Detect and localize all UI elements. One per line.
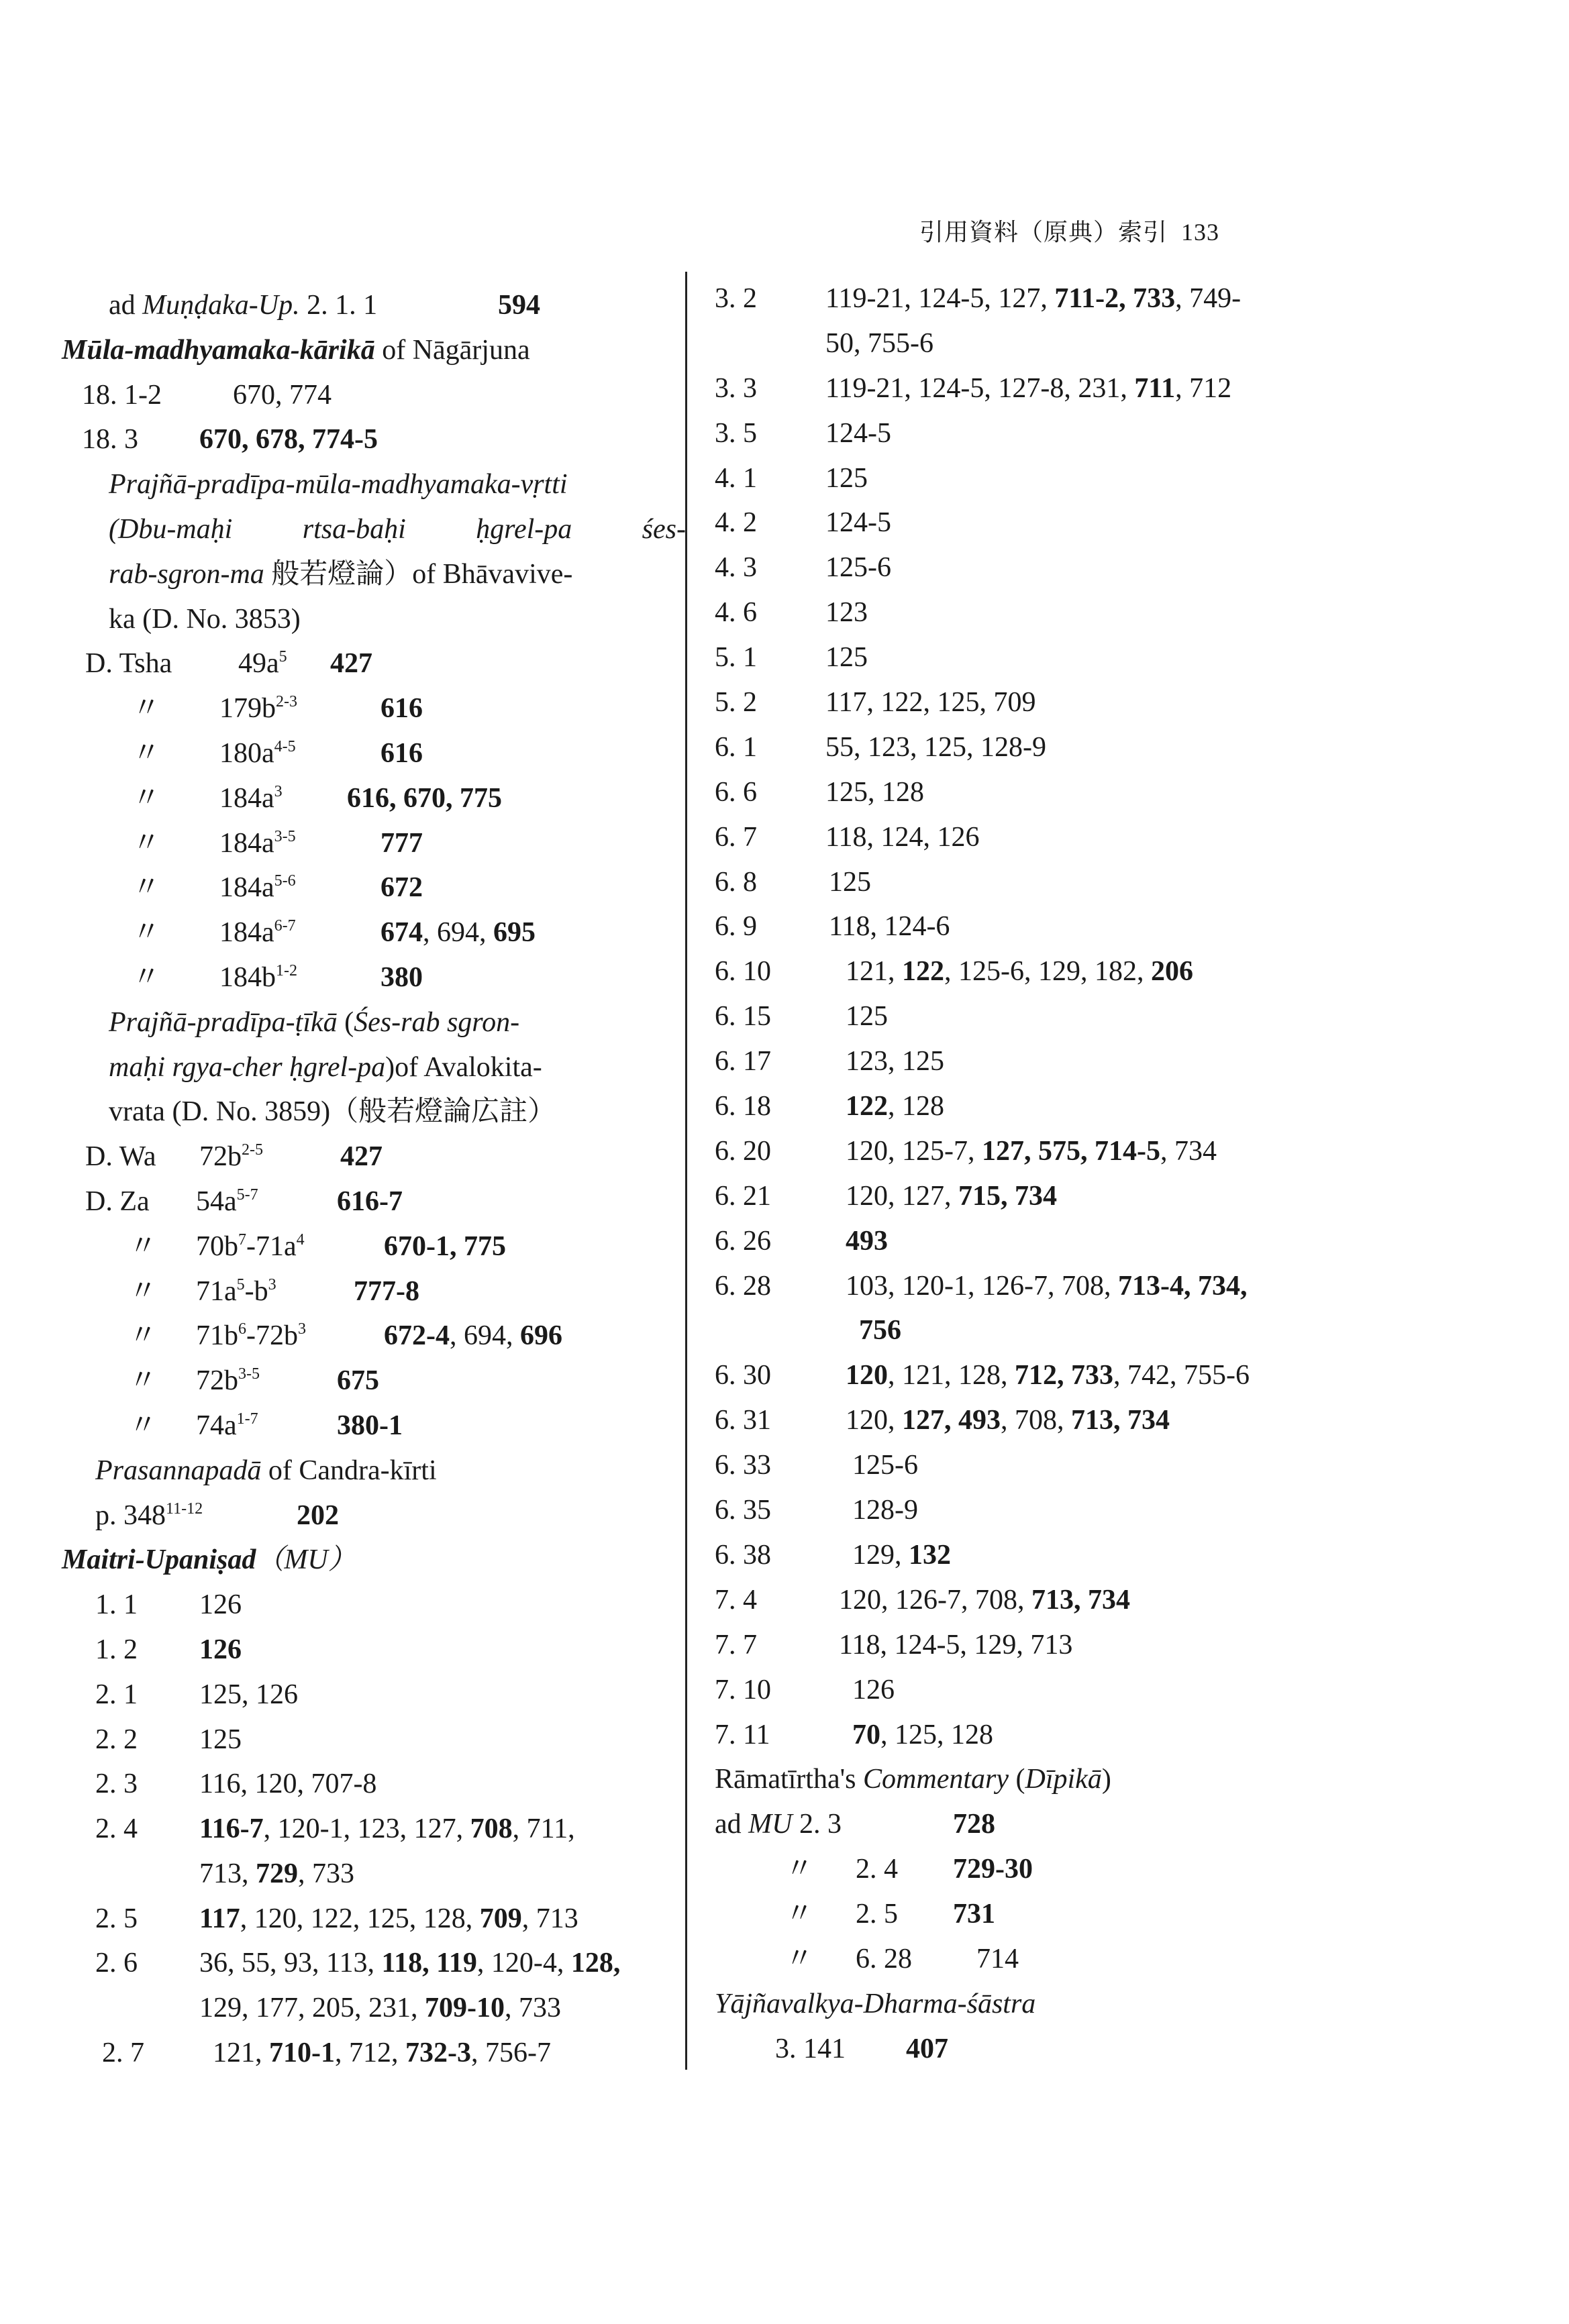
ditto-mark: 〃: [132, 782, 161, 814]
index-line: 2. 6 36, 55, 93, 113, 118, 119, 120-4, 128,: [95, 1948, 621, 1979]
ditto-mark: 〃: [132, 827, 161, 859]
ditto-mark: 〃: [132, 693, 161, 725]
index-line: 4. 2 124-5: [715, 507, 891, 539]
index-line: 7. 11 70, 125, 128: [715, 1719, 993, 1750]
page-number: 133: [1181, 219, 1220, 246]
ditto-mark: 〃: [129, 1230, 158, 1262]
index-line: 5. 1 125: [715, 642, 868, 674]
index-line: p. 348$^{11-12}$ 202: [95, 1499, 339, 1531]
index-line: 2. 5 117, 120, 122, 125, 128, 709, 713: [95, 1903, 578, 1934]
index-line: 7. 7 118, 124-5, 129, 713: [715, 1629, 1073, 1660]
ditto-mark: 〃: [132, 872, 161, 904]
index-line: 2. 4 116-7, 120-1, 123, 127, 708, 711,: [95, 1813, 575, 1845]
ditto-mark: 〃: [129, 1410, 158, 1441]
index-line: 5. 2 117, 122, 125, 709: [715, 687, 1036, 719]
index-line: 2. 3 116, 120, 707-8: [95, 1768, 377, 1800]
index-line: Maitri-Upaniṣad（MU）: [62, 1544, 356, 1576]
index-line: 6. 33 125-6: [715, 1450, 918, 1481]
index-line: 〃 $184b^{1-2}$ 380: [62, 955, 686, 1000]
header-title: 引用資料（原典）索引: [919, 219, 1168, 246]
index-line: 1. 2 126: [95, 1634, 242, 1665]
index-line: maḥi rgya-cher ḥgrel-pa)of Avalokita-: [109, 1051, 542, 1083]
index-line: 6. 26 493: [715, 1225, 888, 1257]
index-line: 6. 17 123, 125: [715, 1046, 944, 1077]
index-line: 6. 6 125, 128: [715, 776, 924, 808]
index-line: 7. 4 120, 126-7, 708, 713, 734: [715, 1584, 1130, 1616]
ditto-mark: 〃: [132, 917, 161, 949]
index-line: 4. 1 125: [715, 462, 868, 494]
left-column: [62, 283, 686, 2076]
index-line: 756: [859, 1315, 901, 1346]
index-line: Rāmatīrtha's Commentary (Dīpikā): [715, 1764, 1111, 1795]
index-line: 6. 18 122, 128: [715, 1091, 944, 1122]
index-line: 6. 31 120, 127, 493, 708, 713, 734: [715, 1405, 1170, 1436]
index-line: 2. 1 125, 126: [95, 1679, 298, 1710]
index-line: D. Tsha $49a^5$ 427: [85, 648, 372, 680]
index-line: 6. 1 55, 123, 125, 128-9: [715, 731, 1046, 763]
entry-title: Mūla-madhyamaka-kārikā: [62, 334, 375, 366]
index-line: [708, 1982, 1527, 2027]
right-column: [708, 276, 1527, 2072]
index-line: 〃 $184a^{6-7}$ 674, 694, 695: [62, 910, 686, 955]
ditto-mark: 〃: [785, 1943, 814, 1974]
index-line: 6. 35 128-9: [715, 1495, 918, 1526]
index-line: 3. 141 407: [775, 2033, 948, 2064]
ditto-mark: 〃: [132, 737, 161, 769]
index-line: 3. 3 119-21, 124-5, 127-8, 231, 711, 712: [715, 372, 1232, 404]
index-line: 〃 $184a^{3-5}$ 777: [62, 821, 686, 866]
index-line: 713, 729, 733: [199, 1858, 354, 1889]
index-line: 6. 21 120, 127, 715, 734: [715, 1180, 1057, 1212]
index-line: 〃 $70b^7-71a^4$ 670-1, 775: [62, 1224, 686, 1269]
ditto-mark: 〃: [785, 1899, 814, 1930]
index-line: 1. 1 126: [95, 1589, 242, 1621]
index-line: 3. 5 124-5: [715, 417, 891, 449]
running-header: [919, 213, 1322, 247]
index-line: 〃 $71a^5-b^3$ 777-8: [62, 1269, 686, 1314]
index-line: 2. 7 121, 710-1, 712, 732-3, 756-7: [102, 2038, 551, 2069]
index-line: 6. 20 120, 125-7, 127, 575, 714-5, 734: [715, 1135, 1217, 1167]
index-line: 〃 2. 5 731: [708, 1892, 1527, 1937]
index-line: 4. 3 125-6: [715, 552, 891, 584]
ditto-mark: 〃: [132, 961, 161, 993]
index-line: 18. 3 670, 678, 774-5: [82, 424, 378, 456]
index-line: Prajñā-pradīpa-mūla-madhyamaka-vṛtti: [109, 469, 568, 500]
index-line: 6. 15 125: [715, 1001, 888, 1033]
index-line: D. Za $54a^{5-7}$ 616-7: [85, 1185, 403, 1217]
index-line: 4. 6 123: [715, 597, 868, 629]
index-line: 〃 $184a^3$ 616, 670, 775: [62, 776, 686, 821]
index-line: 18. 1-2 670, 774: [82, 379, 332, 411]
index-line: 〃 $184a^{5-6}$ 672: [62, 865, 686, 910]
index-line: 6. 9 118, 124-6: [715, 911, 950, 943]
index-line: 〃 6. 28 714: [708, 1937, 1527, 1982]
index-line: ka (D. No. 3853): [109, 603, 301, 635]
index-line: 6. 28 103, 120-1, 126-7, 708, 713-4, 734,: [715, 1270, 1248, 1302]
index-line: 〃 $71b^6-72b^3$ 672-4, 694, 696: [62, 1314, 686, 1359]
entry-title: Maitri-Upaniṣad: [62, 1544, 256, 1576]
index-line: 6. 30 120, 121, 128, 712, 733, 742, 755-6: [715, 1360, 1250, 1391]
index-line: vrata (D. No. 3859)（般若燈論広註）: [109, 1096, 556, 1128]
index-line: ad Muṇḍaka-Up. 2. 1. 1 594: [109, 290, 540, 321]
ditto-mark: 〃: [129, 1320, 158, 1352]
index-line: 6. 10 121, 122, 125-6, 129, 182, 206: [715, 956, 1193, 988]
index-line: 〃 $74a^{1-7}$ 380-1: [62, 1404, 686, 1448]
index-line: ad MU 2. 3 728: [715, 1809, 995, 1840]
index-line: 6. 38 129, 132: [715, 1539, 951, 1571]
index-line: 3. 2 119-21, 124-5, 127, 711-2, 733, 749-: [715, 283, 1242, 314]
index-line: Prajñā-pradīpa-ṭīkā (Śes-rab sgron-: [109, 1006, 520, 1038]
index-line: (Dbu-maḥi rtsa-baḥi ḥgrel-pa śes-: [109, 513, 686, 545]
index-line: 6. 7 118, 124, 126: [715, 821, 980, 853]
index-line: rab-sgron-ma 般若燈論）of Bhāvavive-: [109, 558, 573, 590]
index-line: 〃 $180a^{4-5}$ 616: [62, 731, 686, 776]
index-line: D. Wa $72b^{2-5}$ 427: [85, 1141, 383, 1173]
index-line: 7. 10 126: [715, 1674, 895, 1705]
entry-title: Yājñavalkya-Dharma-śāstra: [715, 1988, 1036, 2019]
index-line: Prasannapadā of Candra-kīrti: [95, 1455, 437, 1486]
index-line: 50, 755-6: [825, 327, 933, 359]
ditto-mark: 〃: [785, 1854, 814, 1885]
index-line: Mūla-madhyamaka-kārikā of Nāgārjuna: [62, 334, 530, 366]
ditto-mark: 〃: [129, 1365, 158, 1397]
index-line: 〃 $72b^{3-5}$ 675: [62, 1359, 686, 1404]
ditto-mark: 〃: [129, 1275, 158, 1307]
index-line: 2. 2 125: [95, 1724, 242, 1755]
index-line: 6. 8 125: [715, 866, 871, 898]
index-line: 〃 2. 4 729-30: [708, 1847, 1527, 1892]
index-line: 129, 177, 205, 231, 709-10, 733: [199, 1993, 561, 2024]
index-line: 〃 $179b^{2-3}$ 616: [62, 686, 686, 731]
